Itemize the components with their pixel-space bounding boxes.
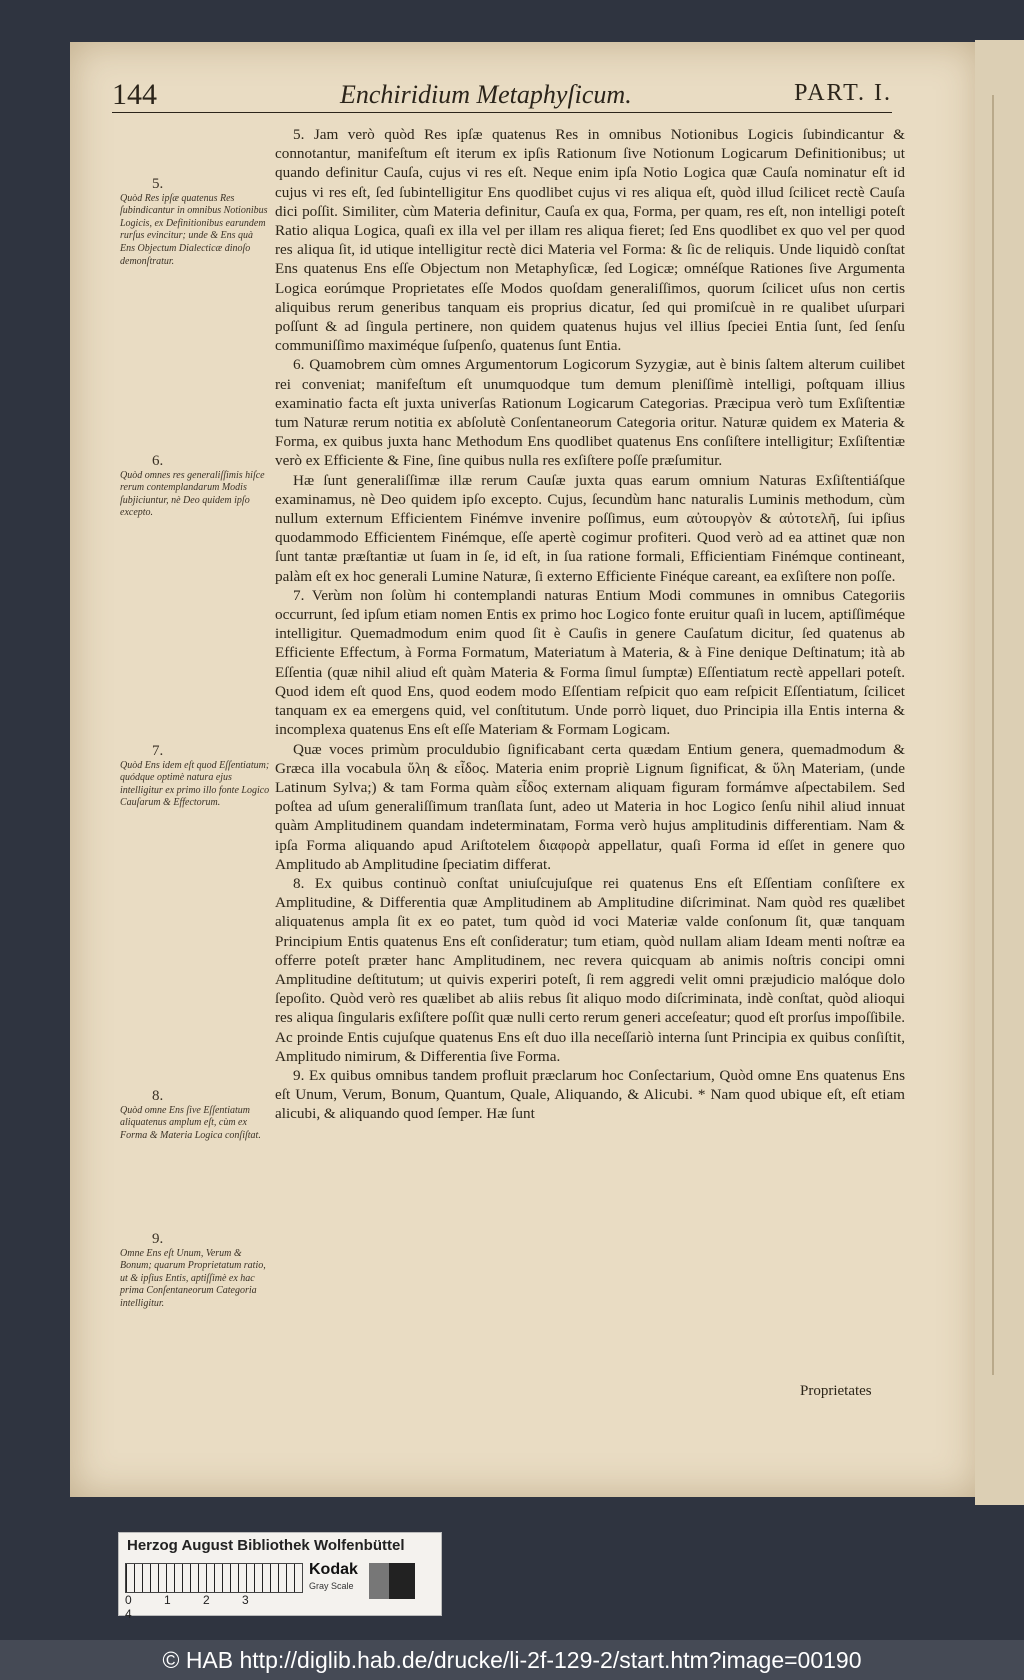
margin-note-number: 9. (152, 1231, 164, 1247)
paragraph: 8. Ex quibus continuò conſtat uniuſcujuſque rei quatenus Ens eſt Eſſentiam conſiſtere ex Amplitudine, & Differentia quæ Amplitudinem ab Amplitudine diſcriminat. Nam quòd res quælibet aliquatenus ampla ſit ex eo patet, tum quòd id voci Materiæ valde conſonum ſit, quæ tanquam Principium Entis quatenus Ens eſt conſideratur; tum etiam, quòd nullam aliam Ideam menti noſtræ ea offerre poteſt præter hanc Amplitudinem, nec revera quicquam ab animis noſtris concipi omni Amplitudine deſtitutum; ut quivis experiri poteſt, ſi rem aggredi velit omni præjudicio malóque dolo ſepoſito. Quòd verò res quælibet ab aliis rebus ſit aliquo modo diſcriminata, indè conſtat, quòd alioqui res aliqua ſingularis exſiſtere poſſit quæ nulli certo rerum generi acceſeatur; quod eſt prorſus impoſſibile. Ac proinde Entis cujuſque quatenus Ens eſt duo illa neceſſariò interna ſunt Principia ex quibus conſiſtit, Amplitudo nimirum, & Differentia ſive Forma. (275, 874, 905, 1065)
margin-note-number: 6. (152, 453, 164, 469)
margin-note (120, 745, 270, 810)
margin-note-text: Quòd omne Ens ſive Eſſentiatum aliquatenus amplum eſt, cùm ex Forma & Materia Logica conſiſtat. (120, 1104, 261, 1141)
body-text (275, 125, 905, 1124)
paragraph: 6. Quamobrem cùm omnes Argumentorum Logicorum Syzygiæ, aut è binis ſaltem alterum cuilibet rei conveniat; manifeſtum eſt unumquodque tum demum pleniſſimè intelligi, poſtquam illius examinatio facta eſt juxta univerſas Rationum Logicarum Categorias. Præcipua verò tum Exſiſtentiæ tum Naturæ rerum notitia ex abſolutè Conſentaneorum Categoria oritur. Naturæ quidem ex Materia & Forma, ex quibus juxta hanc Methodum Ens quodlibet quatenus Ens conſiſtere intelligitur; Exſiſtentiæ verò ex Efficiente & Fine, ſine quibus nulla res exſiſtere poſſe præſumitur. (275, 356, 905, 470)
margin-note (120, 455, 270, 520)
margin-note (120, 1090, 270, 1142)
margin-note-text: Quòd Ens idem eſt quod Eſſentiatum; quódque optimè natura ejus intelligitur ex primo illo fonte Logico Cauſarum & Effectorum. (120, 759, 270, 809)
margin-note-text: Quòd Res ipſæ quatenus Res ſubindicantur in omnibus Notionibus Logicis, ex Definitionibus earundem rurſus evincitur; unde & Ens quà Ens Objectum Dialecticæ dinoſo demonſtratur. (120, 192, 268, 267)
paragraph: Hæ ſunt generaliſſimæ illæ rerum Cauſæ juxta quas earum omnium Naturas Exſiſtentiáſque examinamus, nè Deo quidem ipſo excepto. Cujus, ſecundùm hanc naturalis Luminis methodum, cùm nullum externum Efficientem Finémve invenire poſſimus, eum αὐτουργὸν & αὐτοτελῆ, ſui ipſius quodammodo Efficientem Finémque, eſſe apertè cogimur profiteri. Quod verò ad ea attinet quæ non ſunt tantæ præſtantiæ ut ſuam in ſe, id eſt, in ſua ratione formali, Efficientiam Finémque contineant, palàm eſt ex hoc generali Lumine Naturæ, ſi externo Efficiente Finéque careant, ea exſiſtere non poſſe. (275, 471, 905, 585)
margin-note-number: 5. (152, 176, 164, 192)
catchword: Proprietates (800, 1383, 872, 1399)
color-calibration-bar (118, 1532, 442, 1621)
paragraph: Quæ voces primùm proculdubio ſignificabant certa quædam Entium genera, quemadmodum & Græca illa vocabula ὕλη & εἶδος. Materia enim propriè Lignum ſignificat, & ὕλη Materiam, (unde Latinum Sylva;) & tam Forma quàm εἶδος externam aliquam figuram formámve aſpectabilem. Sed poſtea ad uſum generaliſſimum tranſlata ſunt, adeo ut Materia in hoc Logico ſenſu nihil aliud innuat quàm Amplitudinem quandam indeterminatam, Forma verò hujus amplitudinis differentiam. Nam & ipſa Forma aliquando apud Ariſtotelem διαφορὰ appellatur, quaſi Forma id eſſet in genere quo Amplitudo ab Amplitudine ſpeciatim differat. (275, 740, 905, 873)
margin-note-number: 7. (152, 743, 164, 759)
margin-note-text: Quòd omnes res generaliſſimis hiſce rerum contemplandarum Modis ſubjiciuntur, nè Deo quidem ipſo excepto. (120, 469, 265, 519)
margin-note-number: 8. (152, 1088, 164, 1104)
paragraph: 7. Verùm non ſolùm hi contemplandi naturas Entium Modi communes in omnibus Categoriis occurrunt, ſed ipſum etiam nomen Entis ex primo hoc Logico fonte eruitur quaſi in lucem, aptiſſiméque intelligitur. Quemadmodum enim quod ſit è Cauſis in genere Cauſatum dicitur, ſed quatenus ab Efficiente Effectum, à Forma Formatum, Materiatum à Materia, & à Fine denique Deſtinatum; ità ab Eſſentia (quæ nihil aliud eſt quàm Materia & Forma ſimul ſumptæ) Eſſentiatum rectè appellari poteſt. Quod idem eſt quod Ens, quod eodem modo Eſſentiam reſpicit quo eam reſpicit Eſſentiatum, ſcilicet tanquam ex ea emergens quid, vel conſtitutum. Unde porrò liquet, duo Principia illa Entis interna & incomplexa quatenus Ens eſt eſſe Materiam & Formam Logicam. (275, 586, 905, 739)
ruler-number: 0 (125, 1593, 132, 1607)
paragraph: 5. Jam verò quòd Res ipſæ quatenus Res in omnibus Notionibus Logicis ſubindicantur & connotantur, manifeſtum eſt iterum ex ipſis Rationum ſive Notionum Logicarum Definitionibus; ut quando definitur Cauſa, cujus vi res eſt. Neque enim ipſa Notio Logica quæ Cauſa nominatur eſt id cujus vi res eſt, ſed ſubintelligitur Ens quodlibet cujus vi res aliqua eſt, quòd illud ſcilicet rectè Cauſa dici poſſit. Similiter, cùm Materia definitur, Cauſa ex qua, Forma, per quam, res eſt, non intelligi poteſt Ratio aliqua Logica, quaſi ex illa vel per illam res aliqua fieret; ſed Ens quodlibet ex quo vel per quod res aliqua ſit, id utique intelligitur rectè dici Materia vel Forma: & ſic de reliquis. Unde liquidò conſtat Ens quatenus Ens eſſe Objectum non Metaphyſicæ, ſed Logicæ; omnéſque Rationes ſive Argumenta Logica eorúmque Proprietates eſſe Modos quoſdam generaliſſimos, quorum ſcilicet uſus non certis aliquibus rerum generibus tanquam eis proprius dicatur, ſed qui promiſcuè in re qualibet uſurpari poſſunt & ad ſingula pertinere, non quidem quatenus hujus vel illius ſpeciei Entia ſunt, ſed ſenſu communiſſimo maximéque ſuſpenſo, quatenus ſunt Entia. (275, 126, 905, 355)
black-swatch (389, 1563, 415, 1599)
ruler (125, 1563, 303, 1593)
gray-scale-label: Gray Scale (309, 1581, 354, 1591)
margin-note (120, 178, 270, 268)
ruler-number: 2 (203, 1593, 210, 1607)
copyright-footer: © HAB http://diglib.hab.de/drucke/li-2f-129-2/start.htm?image=00190 (0, 1640, 1024, 1680)
running-header (112, 70, 892, 113)
page-number: 144 (112, 78, 157, 111)
margin-note-text: Omne Ens eſt Unum, Verum & Bonum; quarum Proprietatum ratio, ut & ipſius Entis, aptiſſimè ex hac prima Conſentaneorum Categoria intelligitur. (120, 1247, 266, 1309)
kodak-logo: Kodak (309, 1561, 358, 1578)
ruler-number: 3 (242, 1593, 249, 1607)
margin-note (120, 1233, 270, 1311)
gray-swatch (369, 1563, 389, 1599)
paragraph: 9. Ex quibus omnibus tandem profluit præclarum hoc Conſectarium, Quòd omne Ens quatenus Ens eſt Unum, Verum, Bonum, Quantum, Quale, Aliquando, & Alicubi. * Nam quod ubique eſt, eſt etiam alicubi, & aliquando quod ſemper. Hæ ſunt (275, 1066, 905, 1123)
library-label: Herzog August Bibliothek Wolfenbüttel (127, 1537, 405, 1554)
part-label: PART. I. (794, 80, 892, 106)
facing-page-border (992, 95, 1014, 1375)
ruler-number: 1 (164, 1593, 171, 1607)
running-title: Enchiridium Metaphyſicum. (340, 80, 632, 109)
ruler-numbers (125, 1593, 305, 1621)
ruler-number: 4 (125, 1607, 132, 1621)
